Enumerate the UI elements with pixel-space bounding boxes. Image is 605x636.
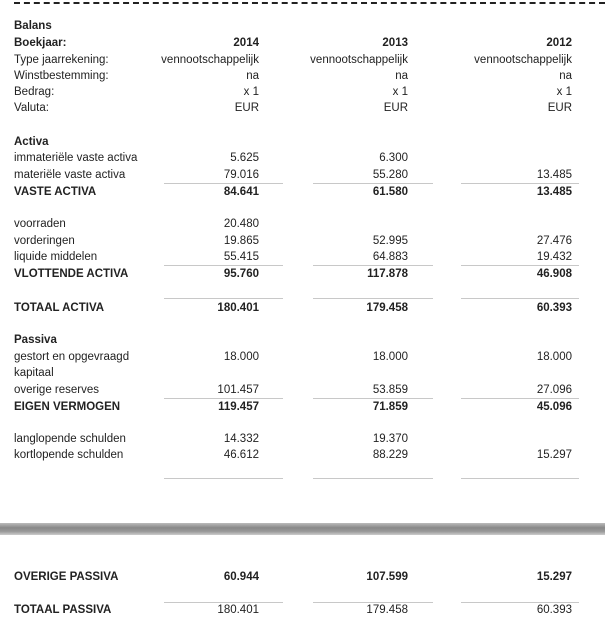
row-label: overige reserves — [14, 384, 100, 396]
value-2013: 71.859 — [372, 401, 408, 413]
value-2012: 46.908 — [536, 268, 572, 280]
meta-row — [14, 68, 604, 84]
year-label: Boekjaar: — [14, 37, 67, 49]
subtotal-row — [14, 569, 604, 585]
value-2012: 60.393 — [536, 302, 572, 314]
total-rule — [164, 298, 283, 299]
value-2014: 180.401 — [217, 302, 259, 314]
value-2013: 179.458 — [366, 302, 408, 314]
meta-row — [14, 52, 604, 68]
row-label: materiële vaste activa — [14, 169, 126, 181]
table-row — [14, 216, 604, 232]
activa-heading-row — [14, 134, 604, 150]
total-row — [14, 300, 604, 316]
meta-label: Valuta: — [14, 102, 49, 114]
row-label: vorderingen — [14, 235, 75, 247]
value-2013: 64.883 — [372, 251, 408, 263]
row-label: immateriële vaste activa — [14, 152, 138, 164]
value-2012: 27.096 — [536, 384, 572, 396]
year-2012: 2012 — [546, 37, 572, 49]
subtotal-row — [14, 184, 604, 200]
value-2013: 18.000 — [372, 351, 408, 363]
subtotal-row — [14, 399, 604, 415]
total-row — [14, 602, 604, 618]
activa-heading: Activa — [14, 136, 49, 148]
meta-value: vennootschappelijk — [161, 54, 259, 66]
value-2014: 180.401 — [217, 604, 259, 616]
meta-value: na — [395, 70, 408, 82]
table-row — [14, 349, 604, 365]
passiva-heading-row — [14, 332, 604, 348]
subtotal-row — [14, 266, 604, 282]
meta-row — [14, 100, 604, 116]
value-2014: 84.641 — [223, 186, 259, 198]
meta-value: na — [246, 70, 259, 82]
value-2012: 13.485 — [536, 186, 572, 198]
year-2013: 2013 — [382, 37, 408, 49]
value-2012: 60.393 — [536, 604, 572, 616]
value-2013: 6.300 — [379, 152, 408, 164]
value-2014: 5.625 — [230, 152, 259, 164]
meta-value: EUR — [547, 102, 572, 114]
value-2014: 18.000 — [223, 351, 259, 363]
table-row — [14, 150, 604, 166]
row-label: liquide middelen — [14, 251, 98, 263]
value-2013: 117.878 — [367, 268, 408, 280]
value-2014: 60.944 — [223, 571, 259, 583]
table-row — [14, 167, 604, 183]
table-row — [14, 382, 604, 398]
value-2013: 107.599 — [366, 571, 408, 583]
year-2014: 2014 — [233, 37, 259, 49]
value-2013: 88.229 — [372, 449, 408, 461]
table-row — [14, 249, 604, 265]
meta-row — [14, 84, 604, 100]
value-2014: 14.332 — [223, 433, 259, 445]
top-dashed-rule — [14, 2, 605, 4]
meta-label: Winstbestemming: — [14, 70, 109, 82]
value-2012: 45.096 — [536, 401, 572, 413]
subtotal-rule — [164, 478, 283, 479]
meta-value: EUR — [383, 102, 408, 114]
meta-value: na — [559, 70, 572, 82]
subtotal-rule — [461, 478, 579, 479]
value-2012: 15.297 — [536, 449, 572, 461]
value-2014: 79.016 — [223, 169, 259, 181]
row-label: voorraden — [14, 218, 66, 230]
value-2014: 46.612 — [223, 449, 259, 461]
row-label: VLOTTENDE ACTIVA — [14, 268, 129, 280]
value-2014: 95.760 — [223, 268, 259, 280]
value-2012: 18.000 — [536, 351, 572, 363]
value-2013: 19.370 — [372, 433, 408, 445]
value-2014: 101.457 — [217, 384, 259, 396]
row-label: OVERIGE PASSIVA — [14, 571, 119, 583]
meta-value: vennootschappelijk — [310, 54, 408, 66]
row-label: kapitaal — [14, 367, 54, 379]
value-2013: 52.995 — [372, 235, 408, 247]
value-2014: 20.480 — [223, 218, 259, 230]
value-2013: 53.859 — [372, 384, 408, 396]
meta-value: x 1 — [392, 86, 408, 98]
value-2014: 119.457 — [218, 401, 259, 413]
value-2014: 55.415 — [223, 251, 259, 263]
meta-value: x 1 — [556, 86, 572, 98]
total-rule — [461, 298, 579, 299]
table-row — [14, 233, 604, 249]
balance-title-row — [14, 18, 604, 34]
value-2014: 19.865 — [223, 235, 259, 247]
meta-value: EUR — [234, 102, 259, 114]
subtotal-rule — [313, 478, 433, 479]
table-row — [14, 431, 604, 447]
total-rule — [313, 298, 433, 299]
value-2012: 19.432 — [536, 251, 572, 263]
meta-value: x 1 — [243, 86, 259, 98]
value-2013: 61.580 — [372, 186, 408, 198]
meta-label: Bedrag: — [14, 86, 55, 98]
balance-title: Balans — [14, 20, 52, 32]
value-2013: 55.280 — [372, 169, 408, 181]
row-label: TOTAAL ACTIVA — [14, 302, 105, 314]
value-2013: 179.458 — [366, 604, 408, 616]
year-row — [14, 35, 604, 51]
row-label: kortlopende schulden — [14, 449, 124, 461]
meta-label: Type jaarrekening: — [14, 54, 109, 66]
page-break-bar — [0, 523, 605, 535]
table-row — [14, 365, 604, 381]
value-2012: 13.485 — [536, 169, 572, 181]
row-label: TOTAAL PASSIVA — [14, 604, 112, 616]
value-2012: 15.297 — [536, 571, 572, 583]
row-label: VASTE ACTIVA — [14, 186, 97, 198]
row-label: langlopende schulden — [14, 433, 126, 445]
value-2012: 27.476 — [536, 235, 572, 247]
passiva-heading: Passiva — [14, 334, 57, 346]
table-row — [14, 447, 604, 463]
row-label: gestort en opgevraagd — [14, 351, 130, 363]
meta-value: vennootschappelijk — [474, 54, 572, 66]
row-label: EIGEN VERMOGEN — [14, 401, 121, 413]
